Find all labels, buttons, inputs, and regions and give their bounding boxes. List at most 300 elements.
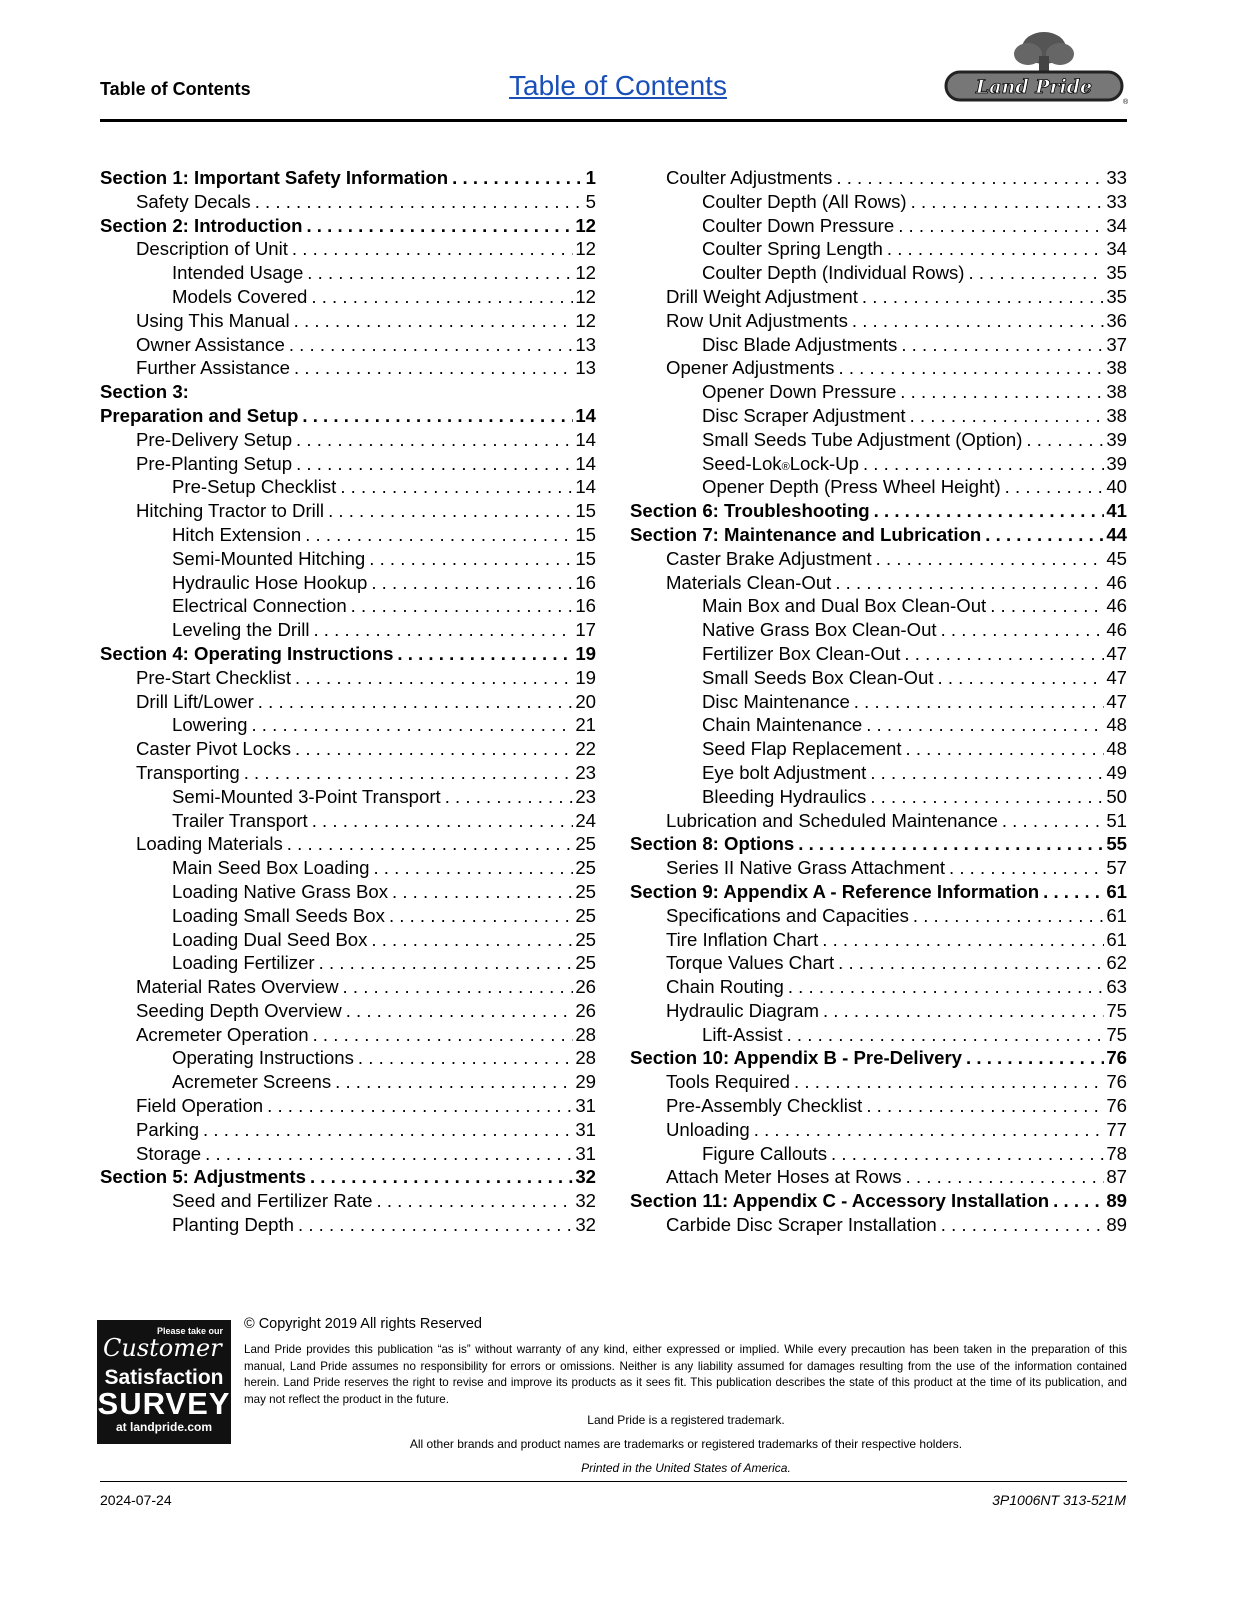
toc-entry-page: 17 [575, 619, 596, 641]
toc-entry-page: 75 [1106, 999, 1127, 1021]
toc-entry-label: Materials Clean-Out [666, 571, 832, 593]
publication-date: 2024-07-24 [100, 1492, 172, 1508]
toc-entry[interactable] [100, 785, 596, 809]
toc-entry-page: 31 [575, 1095, 596, 1117]
toc-entry-label: Caster Brake Adjustment [666, 547, 872, 569]
toc-entry[interactable] [100, 832, 596, 856]
toc-entry-label: Section 4: Operating Instructions [100, 642, 394, 664]
toc-entry-page: 87 [1106, 1166, 1127, 1188]
toc-leader-dots [292, 237, 573, 261]
toc-entry[interactable] [630, 785, 1127, 809]
toc-leader-dots [866, 713, 1104, 737]
toc-entry[interactable] [630, 1213, 1127, 1237]
toc-entry-label: Section 8: Options [630, 833, 795, 855]
toc-entry[interactable] [630, 571, 1127, 595]
toc-leader-dots [887, 237, 1104, 261]
toc-entry-page: 35 [1106, 262, 1127, 284]
toc-entry-page: 14 [575, 404, 596, 426]
toc-entry-label: Unloading [666, 1118, 750, 1140]
toc-entry[interactable] [100, 642, 596, 666]
toc-entry-label: Caster Pivot Locks [136, 738, 292, 760]
toc-entry[interactable] [100, 999, 596, 1023]
toc-entry-label: Semi-Mounted Hitching [172, 547, 366, 569]
toc-leader-dots [307, 261, 573, 285]
toc-entry-label: Semi-Mounted 3-Point Transport [172, 785, 441, 807]
toc-entry[interactable] [100, 475, 596, 499]
toc-entry[interactable] [100, 452, 596, 476]
toc-leader-dots [244, 761, 574, 785]
toc-leader-dots [1043, 880, 1104, 904]
toc-entry[interactable] [100, 356, 596, 380]
toc-leader-dots [900, 380, 1104, 404]
toc-entry-label: Seed Flap Replacement [702, 738, 902, 760]
toc-entry-page: 16 [575, 571, 596, 593]
toc-leader-dots [870, 761, 1104, 785]
page-title-link[interactable]: Table of Contents [509, 70, 727, 101]
toc-leader-dots [941, 618, 1105, 642]
toc-entry-label: Parking [136, 1118, 200, 1140]
toc-entry[interactable] [630, 380, 1127, 404]
land-pride-logo [940, 28, 1128, 106]
toc-leader-dots [876, 547, 1105, 571]
toc-leader-dots [287, 832, 574, 856]
toc-entry-page: 32 [575, 1214, 596, 1236]
toc-leader-dots [373, 856, 573, 880]
toc-entry[interactable] [630, 951, 1127, 975]
toc-entry-page: 41 [1106, 500, 1127, 522]
toc-entry-label: Pre-Start Checklist [136, 666, 291, 688]
toc-entry-page: 46 [1106, 571, 1127, 593]
toc-entry[interactable] [630, 1165, 1127, 1189]
toc-entry-page: 46 [1106, 619, 1127, 641]
toc-entry-label: Storage [136, 1142, 202, 1164]
toc-leader-dots [901, 333, 1104, 357]
toc-entry-label: Material Rates Overview [136, 976, 339, 998]
toc-entry[interactable] [100, 594, 596, 618]
toc-entry-page: 15 [575, 523, 596, 545]
toc-entry-label: Section 9: Appendix A - Reference Information [630, 880, 1040, 902]
toc-leader-dots [267, 1094, 573, 1118]
toc-column-right [630, 166, 1127, 1237]
survey-url: at landpride.com [115, 1420, 213, 1434]
toc-leader-dots [205, 1142, 573, 1166]
toc-entry-page: 61 [1106, 928, 1127, 950]
toc-entry-label: Bleeding Hydraulics [702, 785, 867, 807]
toc-entry-label: Owner Assistance [136, 333, 285, 355]
header-rule [100, 119, 1127, 122]
toc-entry-label: Attach Meter Hoses at Rows [666, 1166, 902, 1188]
toc-entry-page: 25 [575, 880, 596, 902]
toc-leader-dots [371, 928, 573, 952]
toc-entry-page: 22 [575, 738, 596, 760]
toc-leader-dots [328, 499, 573, 523]
toc-leader-dots [295, 737, 573, 761]
toc-entry[interactable] [100, 713, 596, 737]
survey-line: Satisfaction [104, 1366, 224, 1389]
toc-entry-label: Disc Scraper Adjustment [702, 404, 906, 426]
toc-entry-label: Coulter Spring Length [702, 238, 883, 260]
toc-entry[interactable] [100, 1189, 596, 1213]
toc-leader-dots [258, 690, 574, 714]
toc-leader-dots [313, 618, 573, 642]
toc-entry-label: Lowering [172, 714, 248, 736]
toc-entry[interactable] [100, 404, 596, 428]
toc-entry-page: 19 [575, 666, 596, 688]
toc-entry[interactable] [100, 1118, 596, 1142]
toc-entry[interactable] [630, 475, 1127, 499]
toc-entry-page: 40 [1106, 476, 1127, 498]
toc-entry[interactable] [100, 1023, 596, 1047]
toc-leader-dots [910, 404, 1105, 428]
toc-leader-dots [823, 999, 1104, 1023]
toc-entry[interactable] [630, 690, 1127, 714]
toc-entry[interactable] [100, 666, 596, 690]
toc-entry-page: 49 [1106, 761, 1127, 783]
toc-entry-page: 77 [1106, 1118, 1127, 1140]
toc-entry[interactable] [630, 523, 1127, 547]
toc-entry[interactable] [630, 285, 1127, 309]
toc-entry[interactable] [100, 1070, 596, 1094]
toc-entry-label: Coulter Adjustments [666, 167, 833, 188]
toc-entry-label: Fertilizer Box Clean-Out [702, 642, 901, 664]
toc-leader-dots [985, 523, 1104, 547]
toc-entry-label: Opener Down Pressure [702, 381, 897, 403]
toc-entry[interactable]: Seed-Lok ® Lock-Up . . . 39 [630, 452, 1127, 476]
toc-entry[interactable] [630, 1142, 1127, 1166]
toc-entry-page: 89 [1106, 1214, 1127, 1236]
toc-entry-page: 38 [1106, 357, 1127, 379]
toc-entry-label: Section 3: [100, 381, 189, 403]
toc-entry-page: 25 [575, 833, 596, 855]
toc-entry[interactable] [630, 237, 1127, 261]
toc-entry-label: Specifications and Capacities [666, 904, 909, 926]
toc-entry-label: Section 1: Important Safety Information [100, 167, 449, 188]
toc-entry-page: 48 [1106, 714, 1127, 736]
toc-entry-label: Tire Inflation Chart [666, 928, 819, 950]
toc-leader-dots [941, 1213, 1105, 1237]
toc-entry-page: 14 [575, 428, 596, 450]
toc-leader-dots [906, 1165, 1105, 1189]
toc-entry[interactable] [630, 214, 1127, 238]
toc-leader-dots [313, 1023, 574, 1047]
toc-entry-label: Main Box and Dual Box Clean-Out [702, 595, 987, 617]
toc-entry[interactable] [630, 975, 1127, 999]
toc-entry[interactable] [630, 1046, 1127, 1070]
toc-entry-page: 14 [575, 452, 596, 474]
toc-leader-dots [369, 547, 573, 571]
toc-entry[interactable] [100, 237, 596, 261]
toc-entry[interactable] [100, 1046, 596, 1070]
toc-entry-label: Section 11: Appendix C - Accessory Installation [630, 1190, 1050, 1212]
toc-entry[interactable] [630, 809, 1127, 833]
toc-entry-page: 61 [1106, 880, 1127, 902]
toc-leader-dots [343, 975, 574, 999]
toc-entry[interactable] [630, 1118, 1127, 1142]
toc-entry-label: Loading Dual Seed Box [172, 928, 368, 950]
toc-entry[interactable] [630, 832, 1127, 856]
toc-entry-page: 32 [575, 1166, 596, 1188]
toc-entry-page: 29 [575, 1071, 596, 1093]
toc-entry[interactable] [100, 499, 596, 523]
toc-leader-dots [298, 1213, 573, 1237]
document-number: 3P1006NT 313-521M [992, 1492, 1126, 1508]
toc-entry-label: Further Assistance [136, 357, 290, 379]
footer-rule [100, 1481, 1127, 1482]
toc-entry-label: Opener Adjustments [666, 357, 835, 379]
toc-entry-page: 46 [1106, 595, 1127, 617]
toc-entry[interactable] [100, 309, 596, 333]
toc-entry-label: Disc Blade Adjustments [702, 333, 898, 355]
toc-entry-label: Coulter Down Pressure [702, 214, 895, 236]
toc-entry-page: 78 [1106, 1142, 1127, 1164]
toc-entry-label: Lift-Assist [702, 1023, 783, 1045]
toc-entry[interactable] [630, 737, 1127, 761]
toc-entry-page: 61 [1106, 904, 1127, 926]
toc-entry-page: 14 [575, 476, 596, 498]
toc-entry-page: 45 [1106, 547, 1127, 569]
survey-line: Please take our [156, 1326, 223, 1336]
toc-entry-page: 33 [1106, 167, 1127, 188]
toc-entry[interactable] [630, 1070, 1127, 1094]
header-section-title: Table of Contents [100, 79, 251, 99]
toc-entry[interactable] [100, 951, 596, 975]
toc-entry-label: Drill Lift/Lower [136, 690, 254, 712]
toc-leader-dots [905, 737, 1104, 761]
toc-entry-page: 50 [1106, 785, 1127, 807]
toc-entry[interactable] [630, 1094, 1127, 1118]
toc-entry-page: 75 [1106, 1023, 1127, 1045]
toc-entry-label: Drill Weight Adjustment [666, 285, 858, 307]
toc-leader-dots [305, 523, 573, 547]
toc-leader-dots [838, 951, 1104, 975]
trademark-notice: Land Pride is a registered trademark. [587, 1413, 785, 1427]
toc-entry[interactable] [630, 166, 1127, 190]
toc-entry[interactable] [100, 1142, 596, 1166]
toc-entry[interactable] [630, 309, 1127, 333]
toc-entry-page: 12 [575, 309, 596, 331]
toc-leader-dots [295, 666, 573, 690]
toc-entry-label: Loading Fertilizer [172, 952, 315, 974]
toc-leader-dots [898, 214, 1104, 238]
toc-entry-label: Main Seed Box Loading [172, 857, 370, 879]
toc-leader-dots [852, 309, 1104, 333]
toc-entry-label: Pre-Assembly Checklist [666, 1095, 863, 1117]
toc-entry[interactable] [100, 1094, 596, 1118]
toc-entry-label: Seed and Fertilizer Rate [172, 1190, 373, 1212]
toc-entry[interactable] [630, 618, 1127, 642]
toc-leader-dots [787, 1023, 1105, 1047]
toc-entry-label: Trailer Transport [172, 809, 308, 831]
toc-entry-page: 32 [575, 1190, 596, 1212]
toc-leader-dots [969, 261, 1105, 285]
toc-leader-dots [340, 475, 573, 499]
toc-leader-dots [335, 1070, 573, 1094]
toc-entry-label-suffix: Lock-Up [789, 452, 859, 474]
toc-entry[interactable] [100, 975, 596, 999]
toc-entry[interactable] [630, 761, 1127, 785]
toc-entry-page: 1 [585, 167, 596, 188]
toc-leader-dots [913, 904, 1104, 928]
toc-entry-page: 15 [575, 500, 596, 522]
toc-entry-page: 51 [1106, 809, 1127, 831]
toc-leader-dots [319, 951, 574, 975]
toc-entry-label: Hitch Extension [172, 523, 302, 545]
toc-entry-label: Intended Usage [172, 262, 304, 284]
toc-entry[interactable] [100, 214, 596, 238]
toc-entry-page: 28 [575, 1047, 596, 1069]
toc-leader-dots [351, 594, 574, 618]
toc-entry[interactable] [100, 547, 596, 571]
toc-entry-page: 38 [1106, 381, 1127, 403]
toc-entry-page: 12 [575, 285, 596, 307]
toc-entry[interactable] [100, 928, 596, 952]
toc-entry[interactable] [100, 737, 596, 761]
survey-line: SURVEY [97, 1386, 231, 1421]
toc-entry[interactable] [630, 594, 1127, 618]
toc-entry-label: Chain Routing [666, 976, 784, 998]
toc-entry-label: Pre-Planting Setup [136, 452, 293, 474]
toc-leader-dots [838, 356, 1104, 380]
toc-entry-page: 39 [1106, 428, 1127, 450]
toc-entry[interactable] [100, 809, 596, 833]
toc-entry-label: Coulter Depth (Individual Rows) [702, 262, 965, 284]
toc-leader-dots [822, 928, 1104, 952]
toc-leader-dots [938, 666, 1105, 690]
toc-entry[interactable] [630, 428, 1127, 452]
toc-entry[interactable] [630, 999, 1127, 1023]
toc-entry[interactable] [100, 166, 596, 190]
toc-leader-dots [296, 452, 573, 476]
toc-leader-dots [346, 999, 574, 1023]
toc-entry[interactable] [100, 880, 596, 904]
toc-entry[interactable] [100, 1213, 596, 1237]
toc-entry-label: Loading Native Grass Box [172, 880, 389, 902]
toc-entry[interactable] [630, 190, 1127, 214]
toc-entry[interactable] [630, 547, 1127, 571]
toc-leader-dots [389, 904, 573, 928]
toc-entry[interactable] [100, 261, 596, 285]
toc-leader-dots [1005, 475, 1105, 499]
toc-entry-label: Planting Depth [172, 1214, 294, 1236]
toc-entry-page: 37 [1106, 333, 1127, 355]
toc-leader-dots [798, 832, 1104, 856]
toc-leader-dots [911, 190, 1105, 214]
toc-entry[interactable] [630, 928, 1127, 952]
toc-leader-dots [445, 785, 574, 809]
toc-leader-dots [306, 214, 573, 238]
toc-entry[interactable] [100, 571, 596, 595]
toc-entry-page: 21 [575, 714, 596, 736]
toc-entry[interactable] [100, 190, 596, 214]
toc-entry-page: 76 [1106, 1071, 1127, 1093]
toc-entry[interactable] [100, 1165, 596, 1189]
toc-entry-page: 76 [1106, 1047, 1127, 1069]
toc-entry-label: Lubrication and Scheduled Maintenance [666, 809, 998, 831]
toc-leader-dots [255, 190, 584, 214]
toc-entry-page: 26 [575, 976, 596, 998]
toc-leader-dots [310, 1165, 573, 1189]
toc-leader-dots [251, 713, 573, 737]
toc-entry-label: Using This Manual [136, 309, 290, 331]
toc-entry[interactable] [100, 285, 596, 309]
toc-entry-label: Hydraulic Diagram [666, 999, 819, 1021]
toc-entry[interactable] [630, 666, 1127, 690]
toc-entry[interactable] [630, 261, 1127, 285]
toc-entry-page: 39 [1106, 452, 1127, 474]
toc-entry-page: 31 [575, 1118, 596, 1140]
toc-entry-page: 13 [575, 333, 596, 355]
toc-entry[interactable] [630, 856, 1127, 880]
toc-leader-dots [990, 594, 1104, 618]
toc-entry-label: Seed-Lok [702, 452, 782, 474]
disclaimer-text: Land Pride provides this publication “as is” without warranty of any kind, either expressed or implied. While every precaution has been taken in the preparation of this manual, Land Pride assumes no responsibility for errors or omissions. Neither is any liability assumed for damages resulting from the use of the information contained herein. Land Pride reserves the right to revise and improve its products as it sees fit. This publication describes the state of this product at the time of its publication, and may not reflect the product in the future. [244, 1343, 1127, 1406]
toc-leader-dots [874, 499, 1105, 523]
toc-leader-dots [836, 166, 1104, 190]
toc-entry-page: 5 [585, 190, 596, 212]
toc-entry[interactable] [100, 523, 596, 547]
toc-entry[interactable] [100, 333, 596, 357]
svg-text:Land Pride: Land Pride [975, 76, 1093, 98]
toc-entry[interactable] [100, 761, 596, 785]
toc-entry[interactable] [630, 713, 1127, 737]
toc-entry[interactable] [100, 618, 596, 642]
toc-entry-label: Acremeter Operation [136, 1023, 309, 1045]
toc-entry[interactable] [630, 404, 1127, 428]
toc-leader-dots [289, 333, 573, 357]
toc-entry-page: 12 [575, 262, 596, 284]
toc-entry-page: 12 [575, 238, 596, 260]
toc-leader-dots [870, 785, 1104, 809]
toc-entry-page: 19 [575, 642, 596, 664]
toc-entry-page: 13 [575, 357, 596, 379]
toc-entry-label: Small Seeds Tube Adjustment (Option) [702, 428, 1023, 450]
toc-entry[interactable] [630, 499, 1127, 523]
toc-entry-label: Section 5: Adjustments [100, 1166, 306, 1188]
toc-leader-dots [311, 285, 573, 309]
toc-entry[interactable] [630, 880, 1127, 904]
toc-entry[interactable] [100, 380, 596, 404]
toc-entry[interactable] [630, 356, 1127, 380]
survey-line: Customer [103, 1334, 222, 1362]
toc-leader-dots [452, 166, 584, 190]
toc-entry[interactable] [100, 856, 596, 880]
toc-entry-label: Description of Unit [136, 238, 288, 260]
toc-entry-label: Models Covered [172, 285, 308, 307]
toc-entry[interactable] [100, 690, 596, 714]
toc-entry-label: Native Grass Box Clean-Out [702, 619, 937, 641]
toc-entry-label: Section 6: Troubleshooting [630, 500, 870, 522]
toc-entry-page: 34 [1106, 238, 1127, 260]
toc-entry[interactable] [630, 904, 1127, 928]
toc-entry[interactable] [630, 1023, 1127, 1047]
toc-entry-page: 23 [575, 761, 596, 783]
copyright-notice: © Copyright 2019 All rights Reserved [244, 1316, 482, 1332]
toc-entry-label: Preparation and Setup [100, 404, 299, 426]
toc-entry-label: Section 7: Maintenance and Lubrication [630, 523, 982, 545]
toc-leader-dots [392, 880, 573, 904]
toc-entry[interactable] [100, 428, 596, 452]
toc-leader-dots [294, 356, 573, 380]
toc-entry[interactable] [630, 642, 1127, 666]
toc-entry[interactable] [630, 333, 1127, 357]
toc-entry-label: Hitching Tractor to Drill [136, 500, 325, 522]
toc-entry[interactable] [100, 904, 596, 928]
toc-entry-page: 38 [1106, 404, 1127, 426]
toc-entry[interactable] [630, 1189, 1127, 1213]
toc-entry-page: 31 [575, 1142, 596, 1164]
toc-entry-label: Acremeter Screens [172, 1071, 332, 1093]
toc-entry-page: 47 [1106, 690, 1127, 712]
